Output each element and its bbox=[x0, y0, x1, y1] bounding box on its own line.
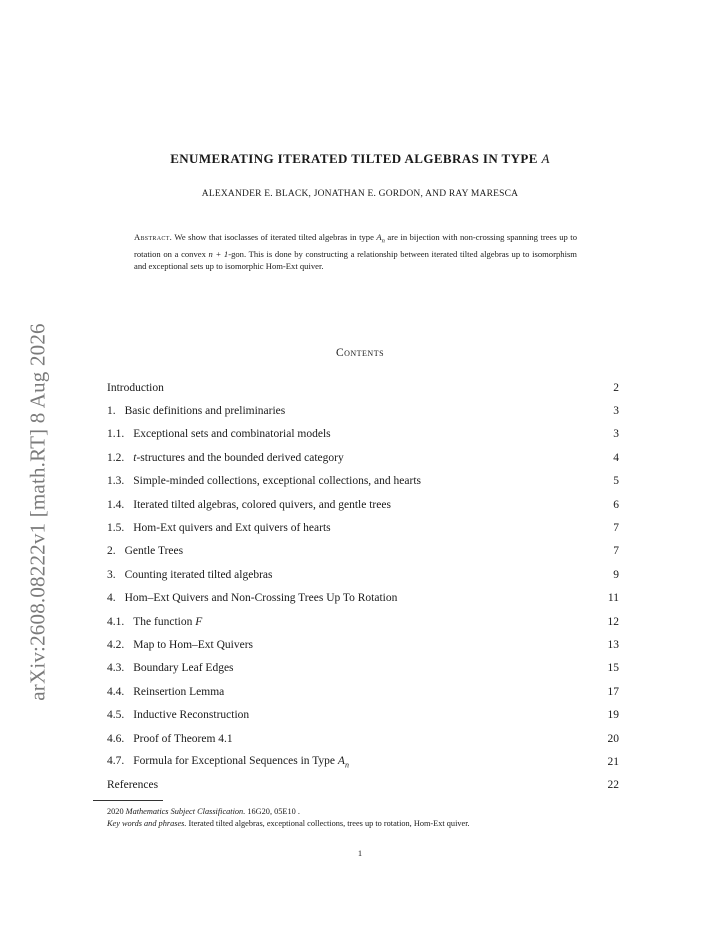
keywords-label: Key words and phrases. bbox=[107, 819, 187, 828]
toc-entry-page: 17 bbox=[607, 685, 619, 698]
toc-entry-page: 7 bbox=[613, 522, 619, 535]
abstract-subscript: n bbox=[381, 237, 385, 245]
keywords-footnote bbox=[93, 818, 620, 830]
toc-entry-label bbox=[107, 639, 253, 651]
toc-entry-title: Introduction bbox=[107, 381, 164, 394]
toc-entry[interactable] bbox=[107, 563, 619, 586]
abstract-text-2: are in bijection with non-crossing spanning trees up to rotation on a convex bbox=[134, 232, 577, 259]
footnote-rule bbox=[93, 800, 163, 801]
toc-entry-subscript: n bbox=[344, 760, 349, 770]
toc-entry-title: Inductive Reconstruction bbox=[133, 709, 250, 722]
toc-entry[interactable] bbox=[107, 376, 619, 399]
toc-entry-number: 4.7. bbox=[107, 754, 125, 767]
toc-entry-label bbox=[107, 616, 202, 628]
toc-entry-label bbox=[107, 405, 285, 417]
toc-entry-number: 4.3. bbox=[107, 662, 125, 675]
toc-entry-title: References bbox=[107, 779, 159, 792]
toc-entry-label bbox=[107, 452, 344, 464]
toc-entry-number: 1.5. bbox=[107, 522, 125, 535]
toc-entry-page: 3 bbox=[613, 428, 619, 441]
toc-entry-page: 9 bbox=[613, 568, 619, 581]
toc-entry-page: 13 bbox=[607, 638, 619, 651]
toc-entry[interactable] bbox=[107, 703, 619, 726]
toc-entry[interactable] bbox=[107, 774, 619, 797]
toc-entry-page: 21 bbox=[607, 755, 619, 768]
abstract-text-1: We show that isoclasses of iterated tilted algebras in type bbox=[174, 232, 377, 242]
toc-entry-label bbox=[107, 592, 397, 604]
toc-entry-title: Map to Hom–Ext Quivers bbox=[133, 638, 254, 651]
toc-entry-italic-symbol: F bbox=[195, 615, 203, 628]
toc-entry-label bbox=[107, 499, 391, 511]
toc-entry-label bbox=[107, 522, 331, 534]
toc-entry-label bbox=[107, 475, 421, 487]
toc-entry-number: 1.3. bbox=[107, 475, 125, 488]
toc-entry-page: 7 bbox=[613, 545, 619, 558]
toc-entry[interactable] bbox=[107, 657, 619, 680]
author-list: ALEXANDER E. BLACK, JONATHAN E. GORDON, AND RAY MARESCA bbox=[201, 189, 519, 199]
toc-entry-number: 2. bbox=[107, 545, 116, 558]
toc-entry-italic-symbol: A bbox=[337, 754, 345, 767]
toc-entry-title: The function bbox=[133, 615, 196, 628]
msc-codes: 16G20, 05E10 . bbox=[245, 807, 300, 816]
toc-entry[interactable] bbox=[107, 610, 619, 633]
toc-entry-title: Iterated tilted algebras, colored quivers, and gentle trees bbox=[133, 498, 391, 511]
toc-entry-title: Reinsertion Lemma bbox=[133, 685, 225, 698]
toc-entry-label bbox=[107, 733, 233, 745]
toc-entry-label bbox=[107, 569, 273, 581]
table-of-contents bbox=[107, 376, 619, 797]
toc-entry-title: Simple-minded collections, exceptional collections, and hearts bbox=[133, 475, 421, 488]
toc-entry-page: 4 bbox=[613, 451, 619, 464]
toc-entry-label bbox=[107, 779, 158, 791]
page-number: 1 bbox=[357, 848, 363, 858]
toc-entry[interactable] bbox=[107, 446, 619, 469]
keywords-text: Iterated tilted algebras, exceptional collections, trees up to rotation, Hom-Ext quiver. bbox=[186, 819, 470, 828]
abstract-text-3: -gon. This is done by constructing a relationship between iterated tilted algebras up to isomorphism and exceptional sets up to isomorphic Hom-Ext quiver. bbox=[134, 248, 577, 271]
toc-entry-page: 15 bbox=[607, 662, 619, 675]
toc-entry-label bbox=[107, 428, 331, 440]
toc-entry[interactable] bbox=[107, 633, 619, 656]
msc-footnote bbox=[93, 806, 620, 818]
toc-entry-title: Hom–Ext Quivers and Non-Crossing Trees Up To Rotation bbox=[124, 592, 398, 605]
toc-entry-label bbox=[107, 545, 183, 557]
toc-entry-title: Gentle Trees bbox=[124, 545, 184, 558]
footnotes bbox=[93, 806, 620, 830]
toc-entry-number: 1.1. bbox=[107, 428, 125, 441]
title-text: ENUMERATING ITERATED TILTED ALGEBRAS IN TYPE bbox=[170, 151, 542, 166]
toc-entry-number: 4.6. bbox=[107, 732, 125, 745]
msc-label: Mathematics Subject Classification. bbox=[125, 807, 246, 816]
toc-entry[interactable] bbox=[107, 493, 619, 516]
toc-entry-number: 3. bbox=[107, 568, 116, 581]
paper-title bbox=[0, 151, 720, 167]
title-variable: A bbox=[541, 151, 550, 166]
toc-entry-page: 12 bbox=[607, 615, 619, 628]
toc-entry-title: Hom-Ext quivers and Ext quivers of hearts bbox=[133, 522, 331, 535]
toc-entry-page: 3 bbox=[613, 405, 619, 418]
abstract-formula: n + 1 bbox=[208, 248, 229, 259]
toc-entry-number: 4.2. bbox=[107, 638, 125, 651]
toc-entry[interactable] bbox=[107, 750, 619, 773]
toc-entry-title: Basic definitions and preliminaries bbox=[124, 405, 286, 418]
toc-entry-number: 4.4. bbox=[107, 685, 125, 698]
msc-year: 2020 bbox=[107, 807, 126, 816]
toc-entry[interactable] bbox=[107, 423, 619, 446]
toc-entry-title: -structures and the bounded derived category bbox=[136, 451, 344, 464]
toc-entry-page: 19 bbox=[607, 709, 619, 722]
contents-heading: Contents bbox=[335, 347, 385, 359]
toc-entry-label bbox=[107, 686, 224, 698]
toc-entry-number: 1. bbox=[107, 405, 116, 418]
toc-entry-italic: t bbox=[133, 451, 137, 464]
toc-entry-page: 6 bbox=[613, 498, 619, 511]
toc-entry[interactable] bbox=[107, 540, 619, 563]
toc-entry-page: 2 bbox=[613, 381, 619, 394]
toc-entry[interactable] bbox=[107, 587, 619, 610]
toc-entry-number: 4.5. bbox=[107, 709, 125, 722]
toc-entry-number: 1.4. bbox=[107, 498, 125, 511]
toc-entry-number: 4.1. bbox=[107, 615, 125, 628]
toc-entry-number: 4. bbox=[107, 592, 116, 605]
toc-entry[interactable] bbox=[107, 470, 619, 493]
arxiv-id: arXiv:2608.08222v1 [math.RT] 8 Aug 2026 bbox=[25, 323, 50, 701]
toc-entry-label bbox=[107, 382, 164, 394]
toc-entry-title: Boundary Leaf Edges bbox=[133, 662, 234, 675]
toc-entry-label bbox=[107, 709, 249, 721]
toc-entry[interactable] bbox=[107, 399, 619, 422]
toc-entry[interactable] bbox=[107, 680, 619, 703]
toc-entry-title: Proof of Theorem 4.1 bbox=[133, 732, 233, 745]
toc-entry-title: Exceptional sets and combinatorial models bbox=[133, 428, 331, 441]
toc-entry-number: 1.2. bbox=[107, 451, 125, 464]
toc-entry[interactable] bbox=[107, 516, 619, 539]
toc-entry-page: 5 bbox=[613, 475, 619, 488]
toc-entry[interactable] bbox=[107, 727, 619, 750]
toc-entry-page: 20 bbox=[607, 732, 619, 745]
toc-entry-page: 22 bbox=[607, 779, 619, 792]
toc-entry-page: 11 bbox=[607, 592, 619, 605]
abstract-symbol: A bbox=[376, 232, 382, 242]
toc-entry-label bbox=[107, 662, 234, 674]
toc-entry-title: Counting iterated tilted algebras bbox=[124, 568, 273, 581]
toc-entry-title: Formula for Exceptional Sequences in Type bbox=[133, 754, 338, 767]
abstract-heading: Abstract. bbox=[134, 232, 173, 242]
toc-entry-label bbox=[107, 755, 349, 769]
abstract bbox=[134, 231, 577, 272]
